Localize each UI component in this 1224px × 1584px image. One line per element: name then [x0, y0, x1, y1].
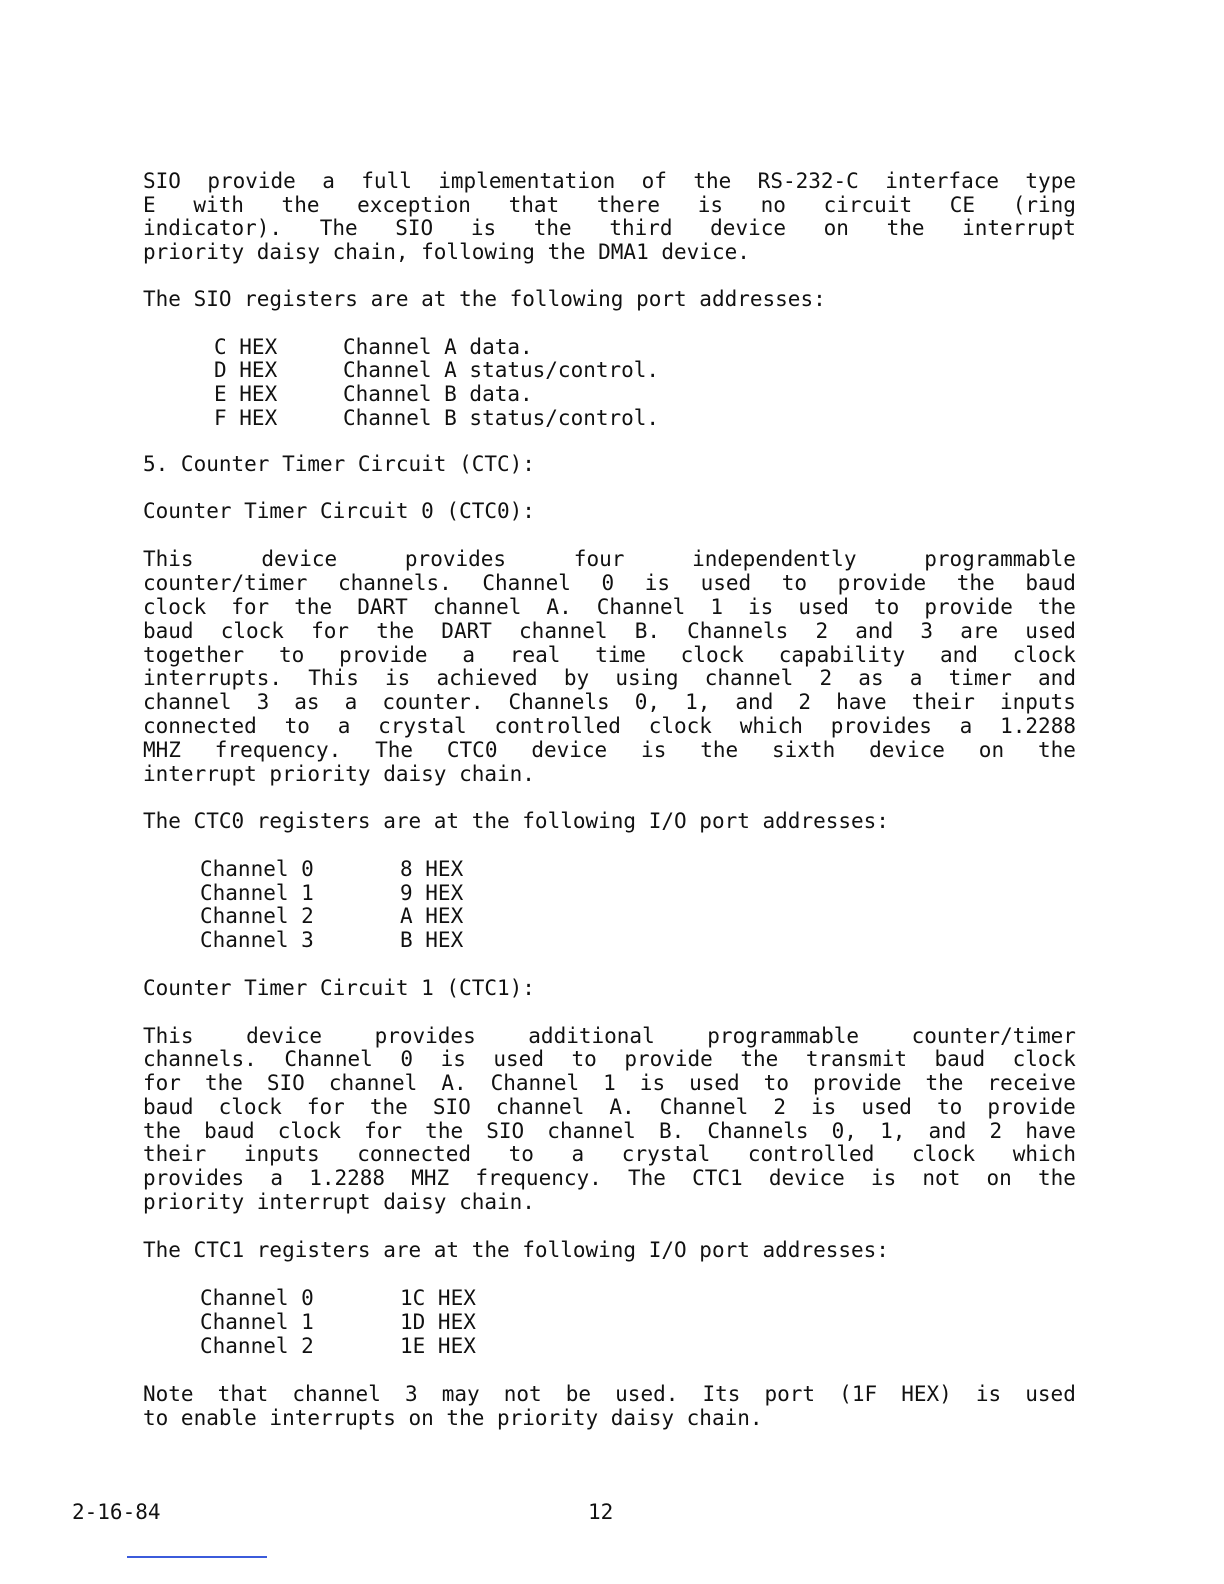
word: interface [885, 169, 1000, 193]
word: as [858, 666, 884, 690]
word: type [1025, 169, 1076, 193]
word: counter/timer [911, 1024, 1076, 1048]
word: and [735, 690, 774, 714]
sio-register-description: Channel B status/control. [343, 406, 660, 430]
word: used. [615, 1382, 679, 1406]
page-number: 12 [588, 1500, 614, 1524]
ctc1-paragraph-line [143, 1071, 1076, 1095]
word: 0 [601, 571, 615, 595]
word: is [644, 571, 671, 595]
word: the [1037, 595, 1076, 619]
word: a [462, 643, 476, 667]
word: is [470, 216, 497, 240]
word: the [204, 1071, 243, 1095]
word: the [533, 216, 572, 240]
word: baud [934, 1047, 986, 1071]
word: 2 [815, 619, 829, 643]
word: channels. [143, 1047, 257, 1071]
word: channel [519, 619, 608, 643]
word: CTC0 [446, 738, 498, 762]
word: to [278, 643, 305, 667]
word: and [855, 619, 894, 643]
word: interrupts. [143, 666, 283, 690]
word: counter. [382, 690, 484, 714]
word: SIO [432, 1095, 471, 1119]
word: and [939, 643, 978, 667]
word: controlled [747, 1142, 875, 1166]
word: for [143, 1071, 181, 1095]
word: clock [143, 595, 207, 619]
word: clock [218, 1095, 282, 1119]
word: RS-232-C [757, 169, 859, 193]
word: baud [143, 619, 194, 643]
ctc0-register-channel: Channel 3 [200, 928, 314, 952]
word: their [143, 1142, 207, 1166]
sio-register-description: Channel B data. [343, 382, 533, 406]
ctc1-paragraph-line [143, 1095, 1076, 1119]
word: implementation [438, 169, 616, 193]
word: 2 [798, 690, 812, 714]
ctc0-register-address: B HEX [400, 928, 464, 952]
word: provide [207, 169, 296, 193]
ctc1-register-address: 1E HEX [400, 1334, 476, 1358]
sio-register-address: D HEX [214, 358, 278, 382]
word: used [1025, 619, 1076, 643]
word: sixth [772, 738, 836, 762]
word: the [294, 595, 333, 619]
ctc1-paragraph-line [143, 1166, 1076, 1190]
word: to [284, 714, 310, 738]
word: to [571, 1047, 597, 1071]
ctc0-paragraph-line [143, 571, 1076, 595]
word: is [385, 666, 411, 690]
word: clock [911, 1142, 976, 1166]
word: Channel [482, 571, 571, 595]
ctc0-paragraph-line [143, 714, 1076, 738]
word: 0, [634, 690, 661, 714]
word: This [143, 1024, 194, 1048]
word: together [143, 643, 245, 667]
word: the [700, 738, 739, 762]
word: of [641, 169, 667, 193]
word: 3 [404, 1382, 418, 1406]
word: capability [778, 643, 906, 667]
word: provide [812, 1071, 902, 1095]
word: the [925, 1071, 964, 1095]
word: not [503, 1382, 542, 1406]
word: DART [357, 595, 408, 619]
word: Channels [508, 690, 610, 714]
word: a [270, 1166, 283, 1190]
word: their [911, 690, 975, 714]
word: a [909, 666, 923, 690]
word: clock [648, 714, 712, 738]
word: 0 [400, 1047, 414, 1071]
word: which [1012, 1142, 1076, 1166]
word: achieved [436, 666, 538, 690]
word: used [1025, 1382, 1076, 1406]
sio-register-description: Channel A status/control. [343, 358, 660, 382]
word: the [693, 169, 732, 193]
word: connected [357, 1142, 472, 1166]
word: channel [704, 666, 794, 690]
word: Channel [490, 1071, 580, 1095]
word: programmable [924, 547, 1076, 571]
word: a [322, 169, 335, 193]
word: 2 [989, 1119, 1003, 1143]
word: provides [143, 1166, 245, 1190]
ctc0-paragraph-line [143, 738, 1076, 762]
word: device [710, 216, 787, 240]
word: connected [143, 714, 257, 738]
word: provides [830, 714, 932, 738]
word: used [861, 1095, 912, 1119]
word: by [563, 666, 590, 690]
word: is [697, 193, 723, 217]
word: inputs [999, 690, 1076, 714]
ctc0-register-address: A HEX [400, 904, 464, 928]
word: is [811, 1095, 837, 1119]
word: provide [837, 571, 927, 595]
word: clock [220, 619, 284, 643]
word: used [689, 1071, 740, 1095]
word: the [1038, 1166, 1076, 1190]
word: the [425, 1119, 464, 1143]
word: DART [441, 619, 492, 643]
word: real [509, 643, 561, 667]
word: transmit [805, 1047, 907, 1071]
word: (ring [1012, 193, 1076, 217]
word: for [311, 619, 350, 643]
ctc0-paragraph-line [143, 619, 1076, 643]
word: full [361, 169, 412, 193]
word: device [869, 738, 945, 762]
sio-paragraph-line [143, 216, 1076, 240]
word: for [364, 1119, 403, 1143]
word: A. [609, 1095, 635, 1119]
ctc0-register-address: 9 HEX [400, 881, 464, 905]
word: four [573, 547, 625, 571]
word: This [143, 547, 194, 571]
word: clock [1012, 1047, 1076, 1071]
word: 1.2288 [309, 1166, 386, 1190]
word: controlled [494, 714, 621, 738]
word: frequency. [475, 1166, 602, 1190]
word: to [781, 571, 808, 595]
ctc0-paragraph-line [143, 595, 1076, 619]
word: not [922, 1166, 961, 1190]
word: crystal [378, 714, 467, 738]
word: 1, [880, 1119, 906, 1143]
word: baud [1025, 571, 1076, 595]
word: there [596, 193, 661, 217]
word: with [193, 193, 244, 217]
word: on [978, 738, 1005, 762]
word: device [261, 547, 338, 571]
word: is [748, 595, 774, 619]
word: receive [987, 1071, 1076, 1095]
word: crystal [621, 1142, 711, 1166]
word: provide [624, 1047, 713, 1071]
ctc0-register-channel: Channel 2 [200, 904, 314, 928]
ctc0-register-channel: Channel 0 [200, 857, 314, 881]
word: B. [658, 1119, 685, 1143]
word: CTC1 [692, 1166, 743, 1190]
word: SIO [266, 1071, 305, 1095]
word: SIO [486, 1119, 525, 1143]
ctc0-paragraph-line [143, 547, 1076, 571]
ctc1-paragraph-line [143, 1142, 1076, 1166]
word: a [344, 690, 358, 714]
word: The [627, 1166, 666, 1190]
note-paragraph-line [143, 1382, 1076, 1406]
word: used [700, 571, 752, 595]
word: circuit [823, 193, 913, 217]
ctc0-registers-intro: The CTC0 registers are at the following I/O port addresses: [143, 809, 889, 833]
word: used [798, 595, 849, 619]
word: baud [204, 1119, 255, 1143]
word: 1, [685, 690, 711, 714]
word: is [639, 1071, 666, 1095]
note-paragraph-line: to enable interrupts on the priority daisy chain. [143, 1406, 763, 1430]
ctc1-register-address: 1D HEX [400, 1310, 476, 1334]
word: channel [495, 1095, 585, 1119]
sio-register-description: Channel A data. [343, 335, 533, 359]
word: CE [949, 193, 976, 217]
word: for [306, 1095, 345, 1119]
word: to [936, 1095, 963, 1119]
ctc0-register-address: 8 HEX [400, 857, 464, 881]
word: HEX) [901, 1382, 952, 1406]
word: 3 [920, 619, 934, 643]
word: channel [328, 1071, 418, 1095]
word: port [764, 1382, 816, 1406]
word: is [641, 738, 667, 762]
word: MHZ [411, 1166, 450, 1190]
section-heading-ctc: 5. Counter Timer Circuit (CTC): [143, 452, 535, 476]
ctc1-paragraph-line [143, 1024, 1076, 1048]
word: that [217, 1382, 269, 1406]
word: device [531, 738, 608, 762]
word: may [441, 1382, 480, 1406]
ctc1-paragraph-line [143, 1047, 1076, 1071]
word: provides [404, 547, 507, 571]
word: that [508, 193, 560, 217]
word: are [960, 619, 999, 643]
word: for [231, 595, 270, 619]
word: and [928, 1119, 967, 1143]
word: 1 [603, 1071, 616, 1095]
word: baud [143, 1095, 194, 1119]
scan-mark-line [127, 1556, 267, 1558]
word: to [763, 1071, 789, 1095]
word: on [823, 216, 849, 240]
ctc1-register-channel: Channel 1 [200, 1310, 314, 1334]
word: 1.2288 [1000, 714, 1076, 738]
word: channel [143, 690, 232, 714]
word: and [1038, 666, 1076, 690]
sio-paragraph-line [143, 193, 1076, 217]
sio-paragraph-line: priority daisy chain, following the DMA1 device. [143, 240, 750, 264]
word: Channels [687, 619, 789, 643]
ctc0-register-channel: Channel 1 [200, 881, 314, 905]
word: is [870, 1166, 897, 1190]
word: a [571, 1142, 585, 1166]
word: be [565, 1382, 592, 1406]
word: used [493, 1047, 544, 1071]
word: MHZ [143, 738, 181, 762]
word: clock [277, 1119, 341, 1143]
word: exception [357, 193, 471, 217]
word: channel [432, 595, 522, 619]
word: third [609, 216, 673, 240]
word: timer [948, 666, 1012, 690]
word: 1 [710, 595, 723, 619]
word: clock [680, 643, 744, 667]
word: the [1037, 738, 1076, 762]
word: the [740, 1047, 779, 1071]
word: Channel [284, 1047, 373, 1071]
word: provide [987, 1095, 1076, 1119]
word: as [294, 690, 320, 714]
word: The [375, 738, 414, 762]
word: interrupt [962, 216, 1076, 240]
sio-paragraph-line [143, 169, 1076, 193]
word: SIO [395, 216, 434, 240]
ctc0-paragraph-line [143, 690, 1076, 714]
word: independently [692, 547, 857, 571]
ctc1-heading: Counter Timer Circuit 1 (CTC1): [143, 976, 535, 1000]
word: Channel [659, 1095, 749, 1119]
ctc0-paragraph-line [143, 666, 1076, 690]
word: Channel [596, 595, 686, 619]
word: on [986, 1166, 1012, 1190]
ctc0-paragraph-line: interrupt priority daisy chain. [143, 762, 535, 786]
word: channel [547, 1119, 636, 1143]
word: have [1025, 1119, 1076, 1143]
word: the [281, 193, 320, 217]
ctc1-register-address: 1C HEX [400, 1286, 476, 1310]
word: is [440, 1047, 466, 1071]
word: provide [339, 643, 428, 667]
sio-register-address: E HEX [214, 382, 278, 406]
word: channel [292, 1382, 381, 1406]
ctc1-registers-intro: The CTC1 registers are at the following I/O port addresses: [143, 1238, 889, 1262]
word: device [246, 1024, 322, 1048]
word: Its [702, 1382, 741, 1406]
word: have [836, 690, 887, 714]
ctc1-paragraph-line: priority interrupt daisy chain. [143, 1190, 535, 1214]
word: the [376, 619, 415, 643]
word: provide [924, 595, 1013, 619]
word: (1F [839, 1382, 878, 1406]
ctc0-heading: Counter Timer Circuit 0 (CTC0): [143, 499, 535, 523]
word: Note [143, 1382, 194, 1406]
word: the [886, 216, 925, 240]
word: using [615, 666, 679, 690]
word: no [760, 193, 786, 217]
word: provides [374, 1024, 476, 1048]
word: E [143, 193, 156, 217]
ctc1-paragraph-line [143, 1119, 1076, 1143]
word: clock [1012, 643, 1076, 667]
word: 2 [819, 666, 833, 690]
ctc1-register-channel: Channel 0 [200, 1286, 314, 1310]
word: the [143, 1119, 181, 1143]
word: time [595, 643, 646, 667]
footer-date: 2-16-84 [72, 1500, 161, 1524]
word: This [308, 666, 359, 690]
word: to [508, 1142, 534, 1166]
word: which [739, 714, 803, 738]
word: additional [528, 1024, 655, 1048]
word: 2 [773, 1095, 786, 1119]
word: A. [546, 595, 572, 619]
sio-register-address: C HEX [214, 335, 278, 359]
word: 0, [831, 1119, 857, 1143]
word: the [956, 571, 995, 595]
word: 3 [256, 690, 270, 714]
word: channels. [337, 571, 452, 595]
word: indicator). [143, 216, 283, 240]
word: programmable [707, 1024, 859, 1048]
word: device [768, 1166, 845, 1190]
word: inputs [243, 1142, 320, 1166]
word: a [959, 714, 973, 738]
ctc1-register-channel: Channel 2 [200, 1334, 314, 1358]
word: B. [634, 619, 660, 643]
word: The [319, 216, 358, 240]
word: frequency. [214, 738, 342, 762]
word: counter/timer [143, 571, 308, 595]
ctc0-paragraph-line [143, 643, 1076, 667]
word: to [874, 595, 900, 619]
sio-registers-intro: The SIO registers are at the following port addresses: [143, 287, 826, 311]
word: SIO [143, 169, 181, 193]
word: the [369, 1095, 408, 1119]
word: is [975, 1382, 1002, 1406]
word: Channels [707, 1119, 809, 1143]
sio-register-address: F HEX [214, 406, 278, 430]
word: a [337, 714, 351, 738]
word: A. [441, 1071, 467, 1095]
